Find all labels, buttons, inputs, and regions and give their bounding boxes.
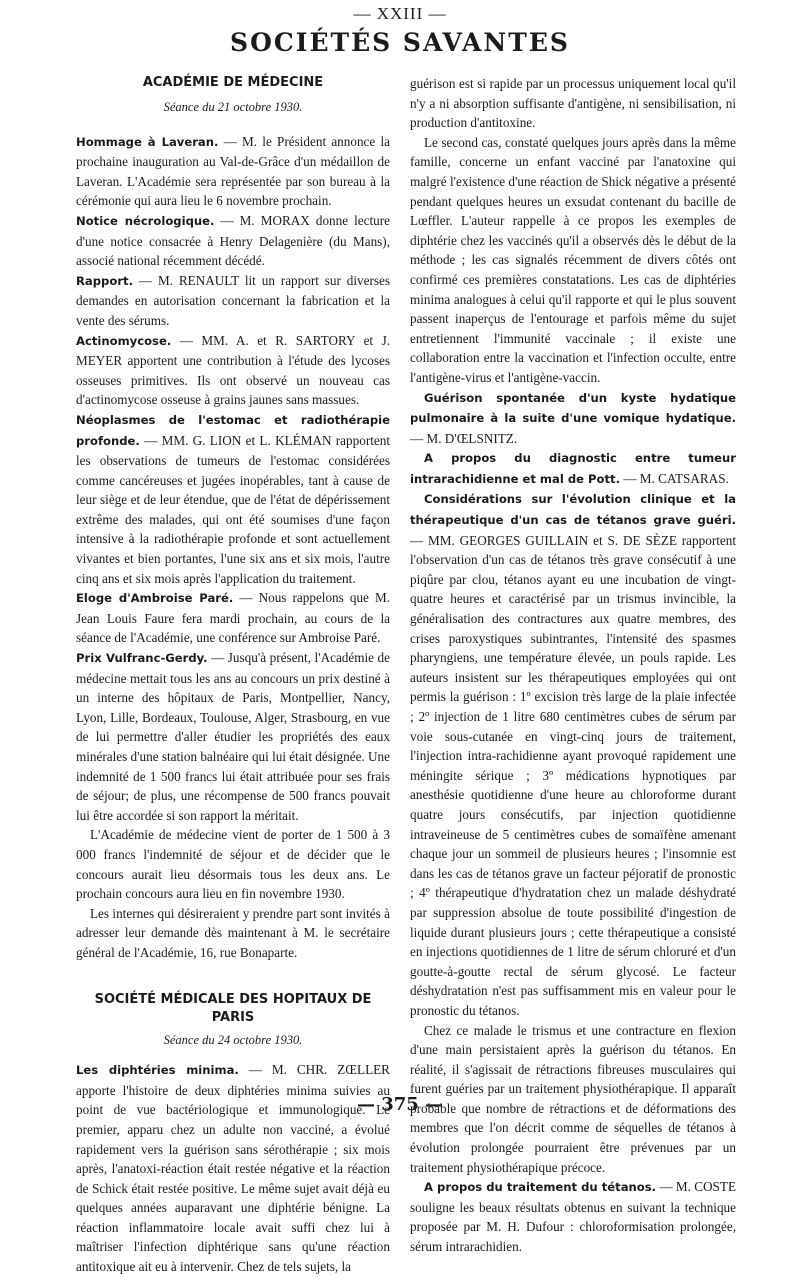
article-heading: Hommage à Laveran. [76, 134, 219, 149]
article-paragraph [76, 410, 390, 588]
page-number: — 375 — [356, 1094, 444, 1115]
article-heading: Rapport. [76, 273, 133, 288]
article-text: — MM. G. LION et L. KLÉMAN rapportent les observations de tumeurs de l'estomac considérées comme cancéreuses et jugées inopérables, tant à cause de leur siège et de leur étendue, que de l'état de dépérissement extrême des malades, qui ont été soumises d'une façon intensive à la radiothérapie profonde et sont actuellement vivantes et bien portantes, l'une six ans et six mois, l'autre cinq ans et six mois après l'application du traitement. [76, 432, 390, 586]
article-paragraph [410, 448, 736, 489]
article-heading: Guérison spontanée d'un kyste hydatique pulmonaire à la suite d'une vomique hydatique. [410, 390, 736, 426]
article-heading: Les diphtéries minima. [76, 1063, 239, 1078]
article-text: L'Académie de médecine vient de porter de 1 500 à 3 000 francs l'indemnité de séjour et de décider que le concours aurait lieu désormais tous les deux ans. Le prochain concours aura lieu en fin novembre 1930. [76, 827, 390, 902]
section-title-academie: ACADÉMIE DE MÉDECINE [142, 75, 324, 90]
article-text: — MM. A. et R. SARTORY et J. MEYER apportent une contribution à l'étude des lycoses osseuses primitives. Ils ont observé un nouveau cas d'actinomycose osseuse à grains jaunes sans massues. [76, 332, 390, 408]
session-date-societe: Séance du 24 octobre 1930. [163, 1032, 303, 1047]
article-paragraph [76, 271, 390, 331]
article-text: Les internes qui désireraient y prendre part sont invités à adresser leur demande dès maintenant à M. le secrétaire général de l'Académie, 16, rue Bonaparte. [76, 905, 390, 960]
article-heading: A propos du diagnostic entre tumeur intrarachidienne et mal de Pott. [410, 451, 736, 486]
article-text: — MM. GEORGES GUILLAIN et S. DE SÈZE rapportent l'observation d'un cas de tétanos très grave consécutif à une piqûre par clou, tétanos ayant eu une incubation de vingt-quatre heures et caractérisé par un trismus invincible, la généralisation des contractures aux quatre membres, des crises paroxystiques subintrantes, l'intensité des spasmes pharyngiens, une température élevée, un pouls rapide. Les auteurs insistent sur les thérapeutiques employées qui ont permis la guérison : 1º excision très large de la plaie infectée ; 2º injection de 1 litre 680 centimètres cubes de sérum par voie sous-cutanée en vingt-cinq jours de traitement, l'injection intra-rachidienne ayant provoqué rapidement une méningite sérique ; 3º médications hypnotiques par anesthésie quotidienne d'une heure au chloroforme durant quatre jours consécutifs, par injection quotidienne intraveineuse de 5 centimètres cubes de somaïfène amenant chaque jour un sommeil de plusieurs heures ; l'insomnie est dans les cas de tétanos grave un facteur péjoratif de pronostic ; 4º thérapeutique d'hydratation chez un malade déshydraté par suppression absolue de toute possibilité d'ingestion de liquide durant plusieurs jours ; cette thérapeutique a consisté en injections quotidiennes de 1 litre de sérum chloruré et d'un goutte-à-goutte rectal de sérum glycosé. Le facteur déshydratation n'est pas suffisamment mis en valeur pour le pronostic du tétanos. [410, 532, 736, 1018]
section-title-societe: SOCIÉTÉ MÉDICALE DES HOPITAUX DE PARIS [94, 991, 372, 1025]
article-text: Chez ce malade le trismus et une contracture en flexion d'une main persistaient après la guérison du tétanos. En réalité, il s'agissait de rétractions fibreuses musculaires qui furent guéries par un traitement physiothérapique. Il apparaît probable que nombre de rétractions et de déformations des membres que l'on décrit comme de séquelles de tétanos à évolution prolongée pourraient être prévenues par un traitement physiothérapique précoce. [410, 1022, 736, 1175]
article-text: — M. COSTE souligne les beaux résultats obtenus en suivant la technique proposée par M. H. Dufour : chloroformisation prolongée, sérum intrarachidien. [410, 1179, 736, 1255]
article-paragraph [410, 74, 736, 133]
article-paragraph [76, 1060, 390, 1277]
article-paragraph [410, 388, 736, 449]
article-text: — M. RENAULT lit un rapport sur diverses demandes en autorisation concernant la fabrication et la vente des sérums. [76, 272, 390, 328]
right-column [410, 74, 736, 1255]
page-title: SOCIÉTÉS SAVANTES [230, 28, 570, 57]
article-text: — Nous rappelons que M. Jean Louis Faure fera mardi prochain, au cours de la séance de l'Académie, une conférence sur Ambroise Paré. [76, 590, 390, 646]
session-date-academie: Séance du 21 octobre 1930. [163, 100, 303, 114]
article-text: — M. le Président annonce la prochaine inauguration au Val-de-Grâce d'un médaillon de Laveran. L'Académie sera représentée par son bureau à la cérémonie qui aura lieu le 6 novembre prochain. [76, 133, 391, 209]
article-heading: Actinomycose. [76, 333, 172, 348]
left-column [76, 74, 391, 1275]
article-paragraph [410, 1177, 736, 1256]
article-text: — M. CHR. ZŒLLER apporte l'histoire de deux diphtéries minima suivies au point de vue bactériologique et immunologique. Le premier, apparu chez un adulte non vacciné, a évolué rapidement vers la guérison sans sérothérapie ; six mois après, l'anatoxi-réaction était restée négative et la réaction de Schick était restée positive. Le même sujet avait déjà eu quelques années auparavant une diphtérie bénigne. La réaction inflammatoire locale avait suffi chez lui à maîtriser l'infection diphtérique sans qu'une réaction antitoxique ait eu à intervenir. Chez de tels sujets, la [76, 1062, 390, 1275]
article-paragraph [410, 489, 736, 1020]
article-heading: Eloge d'Ambroise Paré. [76, 591, 234, 606]
article-heading: A propos du traitement du tétanos. [424, 1180, 657, 1195]
article-text: — M. MORAX donne lecture d'une notice consacrée à Henry Delagenière (du Mans), associé national récemment décédé. [76, 212, 390, 269]
article-heading: Néoplasmes de l'estomac et radiothérapie profonde. [76, 412, 390, 448]
article-text: — Jusqu'à présent, l'Académie de médecine mettait tous les ans au concours un prix destiné à un interne des hôpitaux de Paris, Montpellier, Nancy, Lyon, Lille, Bordeaux, Toulouse, Alger, Strasbourg, en vue de lui permettre d'aller étudier les propriétés des eaux minérales d'une station balnéaire qui lui était désignée. Une indemnité de 1 500 francs lui était attribuée pour ses frais de séjour; de plus, une récompense de 500 francs pouvait lui être accordée si son rapport la méritait. [76, 650, 391, 823]
article-paragraph [76, 648, 390, 825]
article-text: guérison est si rapide par un processus uniquement local qu'il n'y a ni absorption suffisante d'antigène, ni sensibilisation, ni production d'antitoxine. [410, 76, 736, 131]
article-text: — M. CATSARAS. [620, 470, 729, 486]
article-paragraph [76, 588, 390, 648]
article-text: Le second cas, constaté quelques jours après dans la même famille, concerne un enfant vacciné par l'anatoxine qui malgré l'existence d'une réaction de Shick négative a présenté pendant quelques heures un exsudat contenant du bacille de Lœffler. L'auteur rappelle à ce propos les exemples de diphtérie chez les vaccinés qu'il a observés dès le début de la méthode ; les cas signalés récemment de divers côtés ont confirmé ces premières constatations. Les cas de diphtéries minima analogues à celui qu'il rapporte et qui le plus souvent passent inaperçus de l'entourage et parfois même du sujet entretiennent l'immunité vaccinale ; il existe une collaboration entre la vaccination et l'infection occulte, entre l'antigène-virus et l'antigène-vaccin. [410, 134, 736, 385]
article-paragraph [76, 825, 390, 903]
article-paragraph [410, 133, 736, 388]
article-text: — M. D'ŒLSNITZ. [410, 430, 518, 446]
article-heading: Prix Vulfranc-Gerdy. [76, 651, 208, 666]
section-spacer [76, 963, 390, 991]
article-heading: Considérations sur l'évolution clinique et la thérapeutique d'un cas de tétanos grave guéri. [410, 492, 736, 528]
roman-folio: — XXIII — [353, 4, 447, 23]
article-paragraph [76, 211, 390, 271]
article-heading: Notice nécrologique. [76, 213, 215, 228]
article-paragraph [76, 132, 390, 211]
article-paragraph [76, 904, 390, 963]
article-paragraph [76, 331, 390, 410]
